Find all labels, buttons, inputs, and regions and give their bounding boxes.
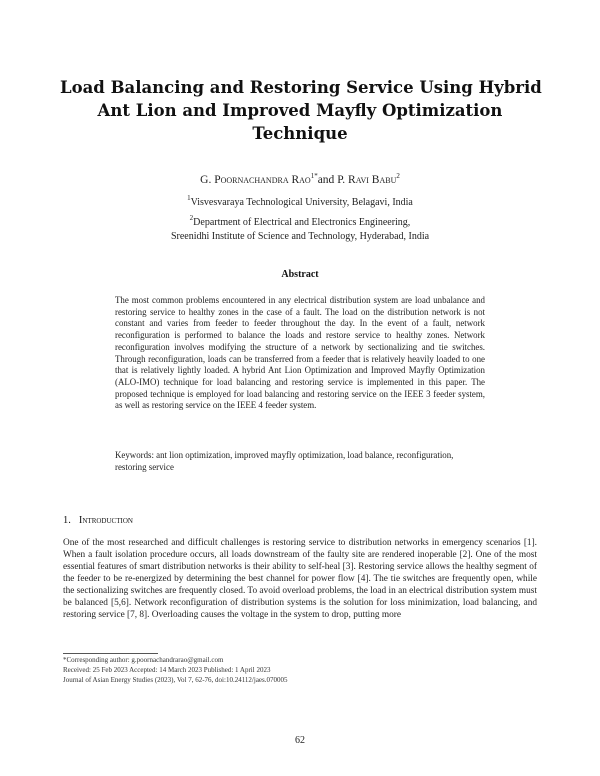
- affiliation-text: Visvesvaraya Technological University, Belagavi, India: [190, 197, 413, 208]
- author-list: [0, 172, 600, 186]
- footnote-citation: Journal of Asian Energy Studies (2023), Vol 7, 62-76, doi:10.24112/jaes.070005: [63, 676, 288, 684]
- affiliation: [0, 231, 600, 242]
- affiliation-marker: 1: [187, 194, 191, 202]
- paper-title: [60, 76, 540, 145]
- affiliation: [0, 194, 600, 208]
- footnote-dates: Received: 25 Feb 2023 Accepted: 14 March 2023 Published: 1 April 2023: [63, 666, 271, 674]
- title-line: Load Balancing and Restoring Service Using Hybrid: [60, 78, 542, 97]
- keywords: Keywords: ant lion optimization, improved mayfly optimization, load balance, reconfiguration, restoring service: [115, 450, 454, 472]
- footnote-corresponding-author: *Corresponding author: g.poornachandrarao@gmail.com: [63, 656, 224, 664]
- section-number: 1.: [63, 515, 71, 526]
- section-title: Introduction: [78, 515, 133, 526]
- affiliation-marker: 2: [189, 214, 194, 222]
- affiliation-text: Sreenidhi Institute of Science and Technology, Hyderabad, India: [170, 231, 430, 242]
- affiliation-text: Department of Electrical and Electronics Engineering,: [193, 217, 411, 228]
- title-line: Ant Lion and Improved Mayfly Optimization: [97, 101, 503, 120]
- author-affiliation-marker: 2: [396, 172, 400, 180]
- title-line: Technique: [252, 124, 348, 143]
- abstract-heading: Abstract: [281, 269, 319, 280]
- page-number: 62: [295, 735, 305, 746]
- introduction-paragraph: One of the most researched and difficult challenges is restoring service to distribution networks in emergency scenarios [1]. When a fault isolation procedure occurs, all loads downstream of the faulty site are rendered inoperable [2]. One of the most essential features of smart distribution networks is their ability to self-heal [3]. Restoring service allows the healthy segment of the feeder to be re-energized by determining the best channel for power flow [4]. The tie switches are frequently open, while the sectionalizing switches are frequently closed. To avoid overload problems, the load in an electrical distribution system must be balanced [5,6]. Network reconfiguration of distribution systems is the solution for loss minimization, load balancing, and restoring service [7, 8]. Overloading causes the voltage in the system to drop, putting more: [63, 538, 537, 620]
- section-heading: [63, 515, 133, 526]
- author-name: P. Ravi Babu: [337, 174, 397, 186]
- author-connector: and: [317, 174, 338, 186]
- footnote-rule: [63, 653, 158, 654]
- affiliation: [0, 214, 600, 228]
- author-name: G. Poornachandra Rao: [200, 174, 311, 186]
- author-affiliation-marker: 1*: [310, 172, 318, 180]
- abstract-text: The most common problems encountered in any electrical distribution system are load unbalance and restoring service to healthy zones in the case of a fault. The load on the distribution network is not constant and varies from feeder to feeder throughout the day. In the event of a fault, network reconfiguration is performed to balance the loads and restore service to healthy zones. Network reconfiguration involves modifying the structure of a network by sectionalizing and tie switches. Through reconfiguration, loads can be transferred from a feeder that is relatively heavily loaded to one that is relatively lightly loaded. A hybrid Ant Lion Optimization and Improved Mayfly Optimization (ALO-IMO) technique for load balancing and restoring service is implemented in this paper. The proposed technique is employed for load balancing and restoring service on the IEEE 3 feeder system, as well as restoring service on the IEEE 4 feeder system.: [115, 295, 485, 411]
